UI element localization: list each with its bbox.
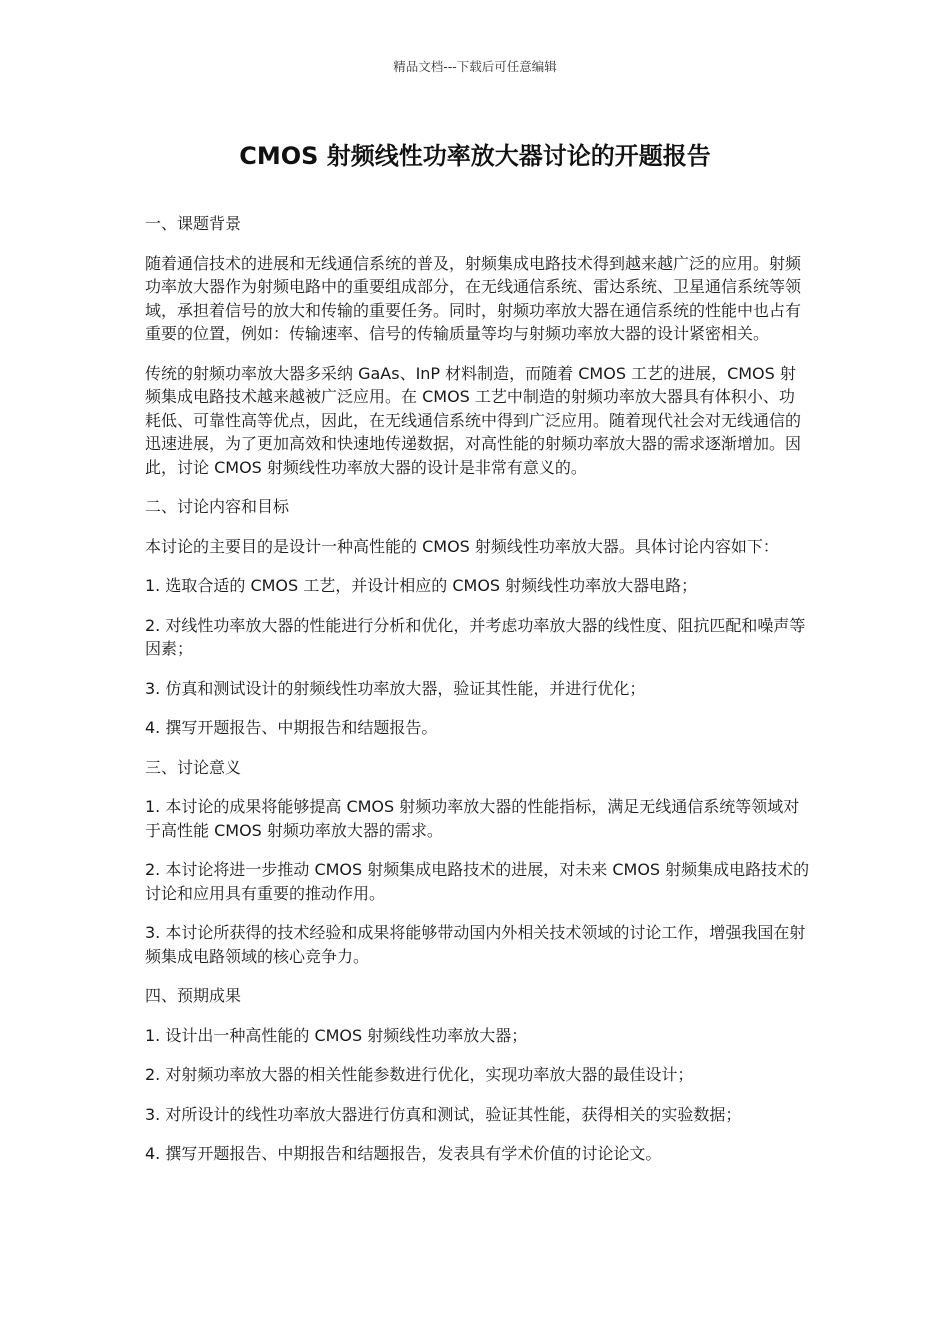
- section-heading-expected-results: 四、预期成果: [145, 986, 242, 1005]
- page-header: 精品文档---下载后可任意编辑: [393, 59, 557, 74]
- section-heading-significance: 三、讨论意义: [145, 757, 242, 777]
- list-item: 4. 撰写开题报告、中期报告和结题报告，发表具有学术价值的讨论论文。: [145, 1144, 662, 1163]
- paragraph: 随着通信技术的进展和无线通信系统的普及，射频集成电路技术得到越来越广泛的应用。射频功率放大器作为射频电路中的重要组成部分，在无线通信系统、雷达系统、卫星通信系统等领域，承担着信号的放大和传输的重要任务。同时，射频功率放大器在通信系统的性能中也占有重要的位置，例如：传输速率、信号的传输质量等均与射频功率放大器的设计紧密相关。: [145, 253, 802, 343]
- document-title: CMOS 射频线性功率放大器讨论的开题报告: [239, 142, 711, 170]
- section-heading-content-goals: 二、讨论内容和目标: [145, 497, 290, 516]
- list-item: 3. 仿真和测试设计的射频线性功率放大器，验证其性能，并进行优化；: [145, 678, 646, 698]
- list-item: 3. 本讨论所获得的技术经验和成果将能够带动国内外相关技术领域的讨论工作，增强我国在射频集成电路领域的核心竞争力。: [145, 923, 806, 966]
- paragraph: 本讨论的主要目的是设计一种高性能的 CMOS 射频线性功率放大器。具体讨论内容如下：: [145, 536, 779, 556]
- list-item: 1. 选取合适的 CMOS 工艺，并设计相应的 CMOS 射频线性功率放大器电路；: [145, 576, 698, 595]
- list-item: 4. 撰写开题报告、中期报告和结题报告。: [145, 718, 438, 737]
- list-item: 2. 对线性功率放大器的性能进行分析和优化，并考虑功率放大器的线性度、阻抗匹配和噪声等因素；: [145, 615, 806, 658]
- section-heading-background: 一、课题背景: [145, 214, 242, 233]
- paragraph: 传统的射频功率放大器多采纳 GaAs、InP 材料制造，而随着 CMOS 工艺的进展，CMOS 射频集成电路技术越来越被广泛应用。在 CMOS 工艺中制造的射频功率放大器具有体积小、功耗低、可靠性高等优点，因此，在无线通信系统中得到广泛应用。随着现代社会对无线通信的迅速进展，为了更加高效和快速地传递数据，对高性能的射频功率放大器的需求逐渐增加。因此，讨论 CMOS 射频线性功率放大器的设计是非常有意义的。: [145, 363, 802, 477]
- list-item: 3. 对所设计的线性功率放大器进行仿真和测试，验证其性能，获得相关的实验数据；: [145, 1104, 742, 1124]
- document-body: [145, 212, 810, 1182]
- list-item: 1. 设计出一种高性能的 CMOS 射频线性功率放大器；: [145, 1025, 528, 1045]
- list-item: 2. 本讨论将进一步推动 CMOS 射频集成电路技术的进展，对未来 CMOS 射频集成电路技术的讨论和应用具有重要的推动作用。: [145, 860, 810, 903]
- list-item: 2. 对射频功率放大器的相关性能参数进行优化，实现功率放大器的最佳设计；: [145, 1065, 694, 1084]
- list-item: 1. 本讨论的成果将能够提高 CMOS 射频功率放大器的性能指标，满足无线通信系统等领域对于高性能 CMOS 射频功率放大器的需求。: [145, 797, 800, 840]
